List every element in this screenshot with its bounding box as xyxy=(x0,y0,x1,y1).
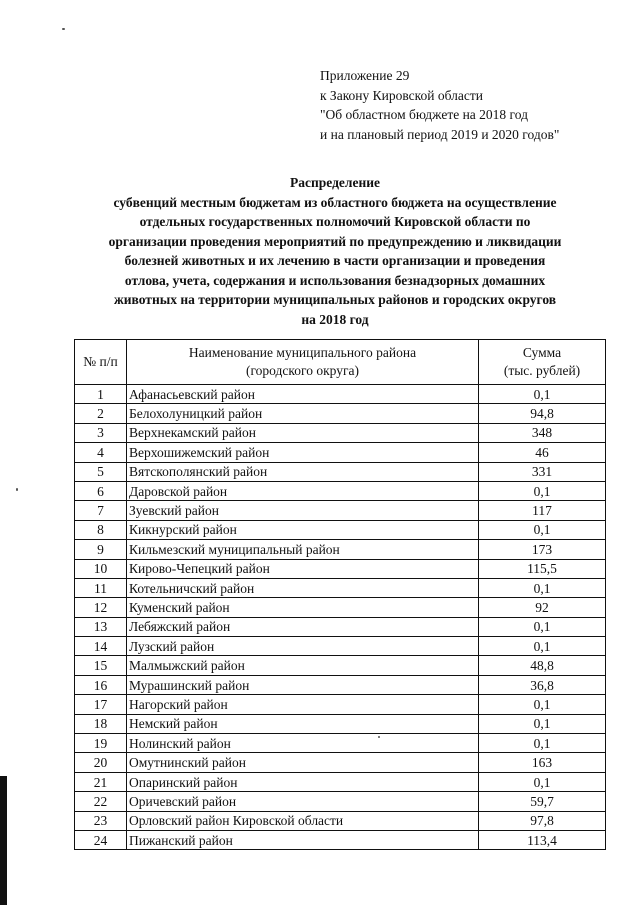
row-sum-cell: 92 xyxy=(479,598,606,617)
table-row xyxy=(75,792,606,811)
row-num-cell: 7 xyxy=(75,501,127,520)
row-sum-cell: 0,1 xyxy=(479,617,606,636)
table-row xyxy=(75,404,606,423)
row-num-cell: 23 xyxy=(75,811,127,830)
header-name: Наименование муниципального района (городского округа) xyxy=(127,340,479,385)
table-row xyxy=(75,753,606,772)
row-num-cell: 20 xyxy=(75,753,127,772)
row-name-cell: Пижанский район xyxy=(127,830,479,849)
title-line: организации проведения мероприятий по предупреждению и ликвидации xyxy=(108,233,562,249)
scan-speck xyxy=(378,736,380,738)
row-sum-cell: 0,1 xyxy=(479,714,606,733)
document-title xyxy=(40,173,630,329)
row-num-cell: 2 xyxy=(75,404,127,423)
row-name-cell: Нолинский район xyxy=(127,734,479,753)
row-num-cell: 15 xyxy=(75,656,127,675)
row-num-cell: 17 xyxy=(75,695,127,714)
row-name-cell: Верхнекамский район xyxy=(127,423,479,442)
row-name-cell: Котельничский район xyxy=(127,578,479,597)
table-header-row xyxy=(75,340,606,385)
table-row xyxy=(75,520,606,539)
row-sum-cell: 0,1 xyxy=(479,772,606,791)
row-sum-cell: 59,7 xyxy=(479,792,606,811)
row-sum-cell: 0,1 xyxy=(479,734,606,753)
header-num: № п/п xyxy=(75,340,127,385)
table-row xyxy=(75,598,606,617)
row-sum-cell: 48,8 xyxy=(479,656,606,675)
row-name-cell: Даровской район xyxy=(127,481,479,500)
row-name-cell: Афанасьевский район xyxy=(127,385,479,404)
row-sum-cell: 46 xyxy=(479,443,606,462)
table-row xyxy=(75,734,606,753)
title-line: на 2018 год xyxy=(301,311,369,327)
scan-speck xyxy=(16,488,18,491)
annex-line: к Закону Кировской области xyxy=(320,87,484,103)
distribution-table xyxy=(74,339,606,850)
table-row xyxy=(75,423,606,442)
row-num-cell: 1 xyxy=(75,385,127,404)
row-name-cell: Нагорский район xyxy=(127,695,479,714)
row-num-cell: 12 xyxy=(75,598,127,617)
title-line: Распределение xyxy=(289,175,381,190)
table-row xyxy=(75,830,606,849)
row-sum-cell: 0,1 xyxy=(479,481,606,500)
row-num-cell: 6 xyxy=(75,481,127,500)
table-row xyxy=(75,772,606,791)
table-row xyxy=(75,617,606,636)
row-num-cell: 22 xyxy=(75,792,127,811)
row-name-cell: Лузский район xyxy=(127,637,479,656)
row-num-cell: 19 xyxy=(75,734,127,753)
table-row xyxy=(75,811,606,830)
row-name-cell: Вятскополянский район xyxy=(127,462,479,481)
row-num-cell: 5 xyxy=(75,462,127,481)
title-line: отдельных государственных полномочий Кировской области по xyxy=(139,214,531,229)
row-name-cell: Мурашинский район xyxy=(127,675,479,694)
table-row xyxy=(75,481,606,500)
row-sum-cell: 0,1 xyxy=(479,385,606,404)
row-name-cell: Белохолуницкий район xyxy=(127,404,479,423)
row-name-cell: Кирово-Чепецкий район xyxy=(127,559,479,578)
row-name-cell: Омутнинский район xyxy=(127,753,479,772)
table-row xyxy=(75,559,606,578)
row-sum-cell: 173 xyxy=(479,540,606,559)
scan-speck xyxy=(62,28,65,30)
row-name-cell: Малмыжский район xyxy=(127,656,479,675)
row-name-cell: Немский район xyxy=(127,714,479,733)
table-row xyxy=(75,540,606,559)
row-num-cell: 10 xyxy=(75,559,127,578)
row-name-cell: Зуевский район xyxy=(127,501,479,520)
row-sum-cell: 94,8 xyxy=(479,404,606,423)
row-sum-cell: 0,1 xyxy=(479,695,606,714)
table-row xyxy=(75,695,606,714)
table-row xyxy=(75,656,606,675)
row-sum-cell: 348 xyxy=(479,423,606,442)
table-row xyxy=(75,637,606,656)
table-row xyxy=(75,501,606,520)
row-num-cell: 14 xyxy=(75,637,127,656)
title-line: субвенций местным бюджетам из областного бюджета на осуществление xyxy=(113,194,557,210)
header-sum: Сумма (тыс. рублей) xyxy=(479,340,606,385)
row-sum-cell: 117 xyxy=(479,501,606,520)
row-name-cell: Кикнурский район xyxy=(127,520,479,539)
row-num-cell: 13 xyxy=(75,617,127,636)
annex-block xyxy=(320,66,559,144)
annex-line: и на плановый период 2019 и 2020 годов" xyxy=(320,126,560,142)
row-sum-cell: 0,1 xyxy=(479,578,606,597)
table-row xyxy=(75,462,606,481)
row-sum-cell: 331 xyxy=(479,462,606,481)
table-row xyxy=(75,578,606,597)
table-body xyxy=(75,385,606,850)
table-row xyxy=(75,675,606,694)
row-sum-cell: 163 xyxy=(479,753,606,772)
table-row xyxy=(75,385,606,404)
table-row xyxy=(75,714,606,733)
row-num-cell: 21 xyxy=(75,772,127,791)
row-num-cell: 3 xyxy=(75,423,127,442)
row-num-cell: 4 xyxy=(75,443,127,462)
row-sum-cell: 113,4 xyxy=(479,830,606,849)
row-name-cell: Куменский район xyxy=(127,598,479,617)
row-name-cell: Кильмезский муниципальный район xyxy=(127,540,479,559)
row-sum-cell: 115,5 xyxy=(479,559,606,578)
row-name-cell: Оричевский район xyxy=(127,792,479,811)
annex-line: "Об областном бюджете на 2018 год xyxy=(320,107,528,122)
row-name-cell: Орловский район Кировской области xyxy=(127,811,479,830)
row-name-cell: Верхошижемский район xyxy=(127,443,479,462)
scan-edge-mark xyxy=(0,776,7,905)
row-num-cell: 11 xyxy=(75,578,127,597)
row-name-cell: Лебяжский район xyxy=(127,617,479,636)
row-num-cell: 24 xyxy=(75,830,127,849)
title-line: болезней животных и их лечению в части организации и проведения xyxy=(124,253,546,268)
row-num-cell: 9 xyxy=(75,540,127,559)
annex-line: Приложение 29 xyxy=(320,68,410,83)
title-line: животных на территории муниципальных районов и городских округов xyxy=(113,292,557,307)
row-num-cell: 18 xyxy=(75,714,127,733)
row-sum-cell: 0,1 xyxy=(479,520,606,539)
row-num-cell: 8 xyxy=(75,520,127,539)
table-row xyxy=(75,443,606,462)
row-sum-cell: 0,1 xyxy=(479,637,606,656)
row-num-cell: 16 xyxy=(75,675,127,694)
row-sum-cell: 97,8 xyxy=(479,811,606,830)
row-sum-cell: 36,8 xyxy=(479,675,606,694)
row-name-cell: Опаринский район xyxy=(127,772,479,791)
title-line: отлова, учета, содержания и использования безнадзорных домашних xyxy=(124,272,546,288)
